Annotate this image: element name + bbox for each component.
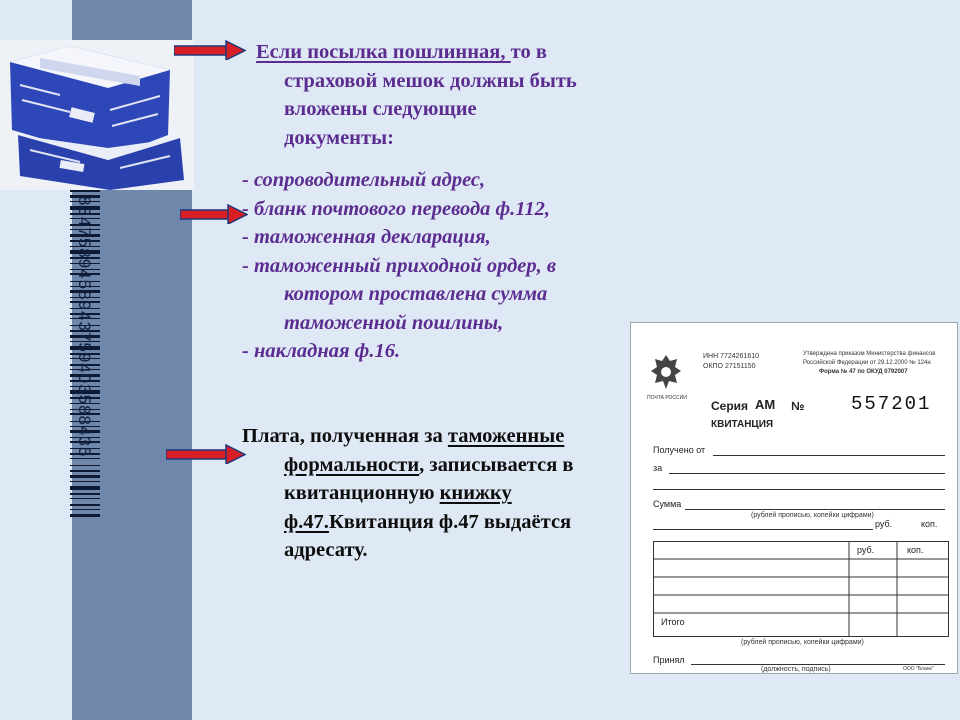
sum-hint: (рублей прописью, копейки цифрами) (751, 512, 874, 519)
parcels-image (0, 40, 194, 190)
receipt-approved: Форма № 47 по ОКУД 0792007 (819, 369, 908, 375)
kop-label: коп. (921, 519, 938, 529)
list-item: - таможенная декларация, (242, 226, 491, 248)
list-item: - накладная ф.16. (242, 340, 401, 362)
list-item: - бланк почтового перевода ф.112, (242, 197, 551, 220)
emblem-caption: ПОЧТА РОССИИ (647, 395, 687, 401)
receipt-approved: Российской Федерации от 29.12.2000 № 124н (803, 360, 931, 366)
emblem-icon (649, 353, 683, 393)
receipt-series-value: АМ (755, 397, 776, 412)
intro-underlined: Если посылка пошлинная, (256, 41, 511, 63)
intro-line: документы: (284, 126, 394, 149)
intro-first-rest: то в (510, 41, 547, 63)
for-label: за (653, 463, 663, 473)
intro-paragraph (242, 38, 672, 152)
receipt-number-sign: № (791, 399, 805, 413)
list-item: - сопроводительный адрес, (242, 169, 486, 191)
receipt-title: КВИТАНЦИЯ (711, 419, 774, 430)
total-hint: (рублей прописью, копейки цифрами) (741, 639, 864, 646)
receipt-approved: Утверждена приказом Министерства финансов (803, 351, 936, 357)
intro-line: страховой мешок должны быть (284, 69, 577, 92)
received-from-label: Получено от (653, 445, 706, 455)
barcode-digits: 8347589458943759403588435 (75, 196, 94, 458)
receipt-inn: ИНН 7724261610 (703, 353, 760, 360)
documents-list (242, 166, 682, 366)
total-label: Итого (661, 617, 685, 627)
accepted-hint: (должность, подпись) (761, 666, 831, 673)
red-arrow-icon (180, 204, 248, 224)
intro-line: вложены следующие (284, 98, 477, 120)
sum-label: Сумма (653, 499, 682, 509)
list-item: - таможенный приходной ордер, в котором проставлена сумма таможенной пошлины, (242, 254, 557, 334)
table-kop-header: коп. (907, 545, 924, 555)
receipt-table (653, 541, 949, 637)
table-rub-header: руб. (857, 545, 875, 555)
receipt-number: 557201 (851, 393, 932, 415)
receipt-form-image (630, 322, 958, 674)
receipt-okpo: ОКПО 27151150 (703, 363, 756, 370)
receipt-series-label: Серия (711, 399, 749, 413)
publisher-label: ООО "Бланк" (903, 666, 934, 672)
red-arrow-icon (174, 40, 246, 60)
barcode-bar (70, 190, 100, 192)
accepted-label: Принял (653, 655, 685, 665)
rub-label: руб. (875, 519, 893, 529)
red-arrow-icon (166, 444, 246, 464)
payment-paragraph: Плата, полученная за таможенные формальности, записывается в квитанционную книжку ф.47.Квитанция ф.47 выдаётся адресату. (242, 425, 574, 561)
